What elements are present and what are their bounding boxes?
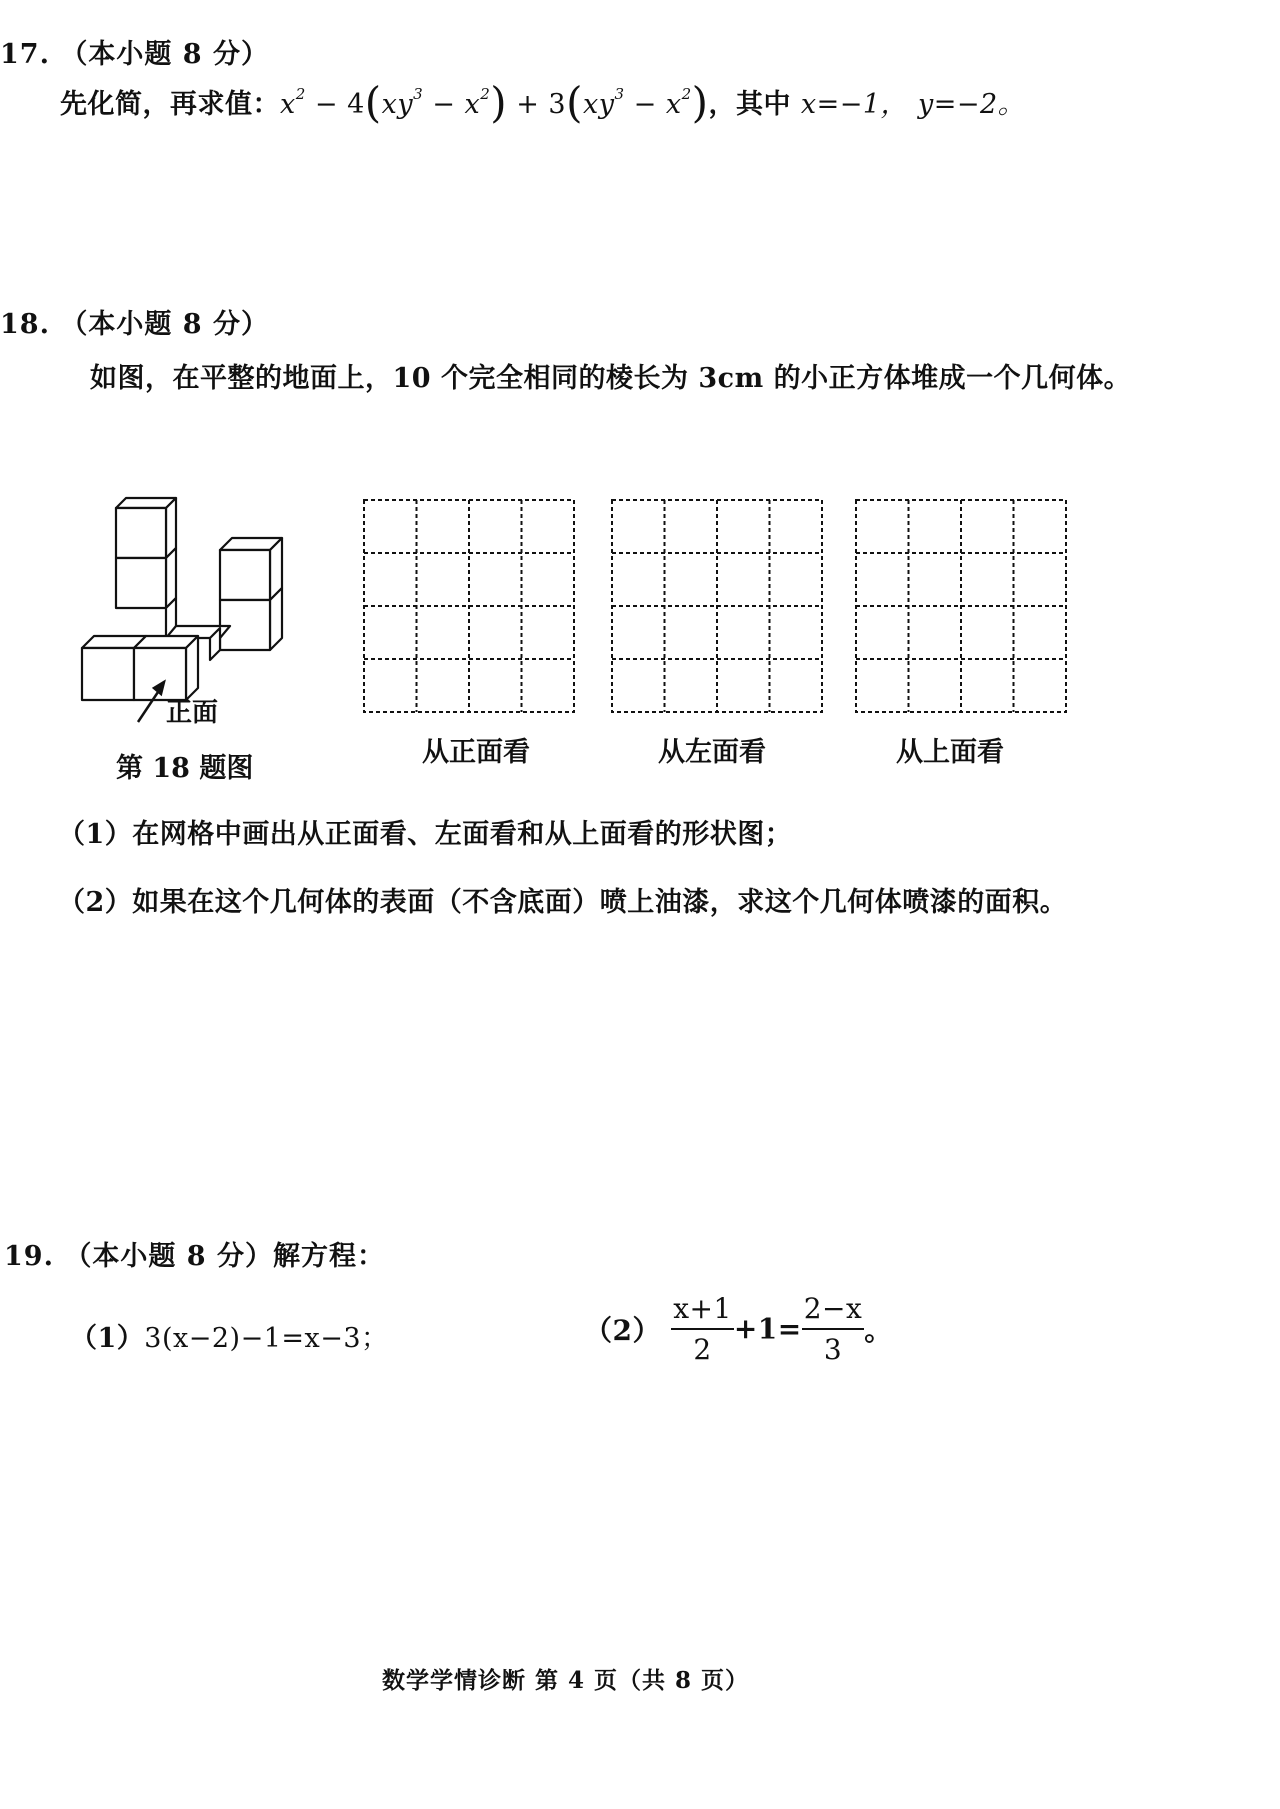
q19-part2-label: （2） bbox=[584, 1314, 661, 1347]
q18-part2: （2）如果在这个几何体的表面（不含底面）喷上油漆，求这个几何体喷漆的面积。 bbox=[58, 887, 1068, 918]
q17-condition-y: y=−2。 bbox=[917, 89, 1026, 120]
front-label: 正面 bbox=[166, 698, 219, 728]
q17-problem bbox=[60, 78, 1025, 127]
q19-frac2-numerator: 2−x bbox=[802, 1292, 865, 1330]
q19-part1-equation: 3(x−2)−1=x−3； bbox=[144, 1323, 389, 1354]
q17-term1-exp: 2 bbox=[295, 85, 306, 103]
left-view-label: 从左面看 bbox=[658, 737, 766, 768]
cube-front-right bbox=[134, 636, 198, 700]
q19-mid: +1= bbox=[733, 1312, 802, 1346]
q17-points: （本小题 8 分） bbox=[60, 39, 269, 70]
top-view-grid[interactable] bbox=[852, 496, 1070, 716]
front-view-grid[interactable] bbox=[360, 496, 578, 716]
page-footer: 数学学情诊断 第 4 页（共 8 页） bbox=[382, 1667, 750, 1694]
q17-inner2-op: − bbox=[624, 89, 666, 120]
q18-header bbox=[0, 302, 269, 341]
q17-inner1-op: − bbox=[423, 89, 465, 120]
q19-part1 bbox=[70, 1316, 389, 1355]
q19-part2 bbox=[584, 1292, 893, 1366]
q17-inner2-b: x bbox=[665, 89, 682, 120]
q19-points: （本小题 8 分）解方程： bbox=[64, 1241, 385, 1272]
q19-fraction-2 bbox=[802, 1292, 865, 1366]
q17-inner1-a-exp: 3 bbox=[413, 85, 424, 103]
q17-expression: $x^2 - 4(xy^3 - x^2) + 3(xy^3 - x^2)$ bbox=[280, 78, 709, 127]
q17-header bbox=[0, 32, 269, 71]
q19-number: 19. bbox=[4, 1241, 54, 1272]
q17-op1: − 4 bbox=[305, 89, 365, 120]
q18-statement: 如图，在平整的地面上，10 个完全相同的棱长为 3cm 的小正方体堆成一个几何体。 bbox=[90, 363, 1132, 394]
q17-condition-prefix: ，其中 bbox=[708, 89, 801, 120]
q18-points: （本小题 8 分） bbox=[60, 309, 269, 340]
q17-inner2-a: xy bbox=[583, 89, 615, 120]
figure-caption: 第 18 题图 bbox=[116, 753, 254, 784]
q17-op2: + 3 bbox=[507, 89, 567, 120]
q17-inner1-b-exp: 2 bbox=[480, 85, 491, 103]
q17-term1: x bbox=[280, 89, 296, 120]
q19-header bbox=[4, 1234, 385, 1273]
q17-number: 17. bbox=[0, 39, 50, 70]
q17-inner2-b-exp: 2 bbox=[681, 85, 692, 103]
q19-frac2-denominator: 3 bbox=[823, 1333, 843, 1366]
q17-intro: 先化简，再求值： bbox=[60, 89, 280, 120]
q17-condition-x: x=−1， bbox=[800, 89, 909, 120]
top-view-label: 从上面看 bbox=[896, 737, 1004, 768]
front-view-label: 从正面看 bbox=[422, 737, 530, 768]
q19-end: 。 bbox=[864, 1314, 893, 1347]
q18-part1: （1）在网格中画出从正面看、左面看和从上面看的形状图； bbox=[58, 819, 793, 850]
q19-fraction-1 bbox=[671, 1292, 734, 1366]
q19-frac1-numerator: x+1 bbox=[671, 1292, 734, 1330]
q17-inner2-a-exp: 3 bbox=[614, 85, 625, 103]
q19-part1-label: （1） bbox=[70, 1323, 145, 1354]
q19-frac1-denominator: 2 bbox=[693, 1333, 712, 1366]
cube-right-top bbox=[220, 538, 282, 600]
cube-back-top bbox=[116, 498, 176, 558]
left-view-grid[interactable] bbox=[608, 496, 826, 716]
q17-inner1-a: xy bbox=[381, 89, 414, 120]
q17-inner1-b: x bbox=[464, 89, 481, 120]
cube-back-mid bbox=[116, 548, 176, 608]
q18-number: 18. bbox=[0, 309, 50, 340]
